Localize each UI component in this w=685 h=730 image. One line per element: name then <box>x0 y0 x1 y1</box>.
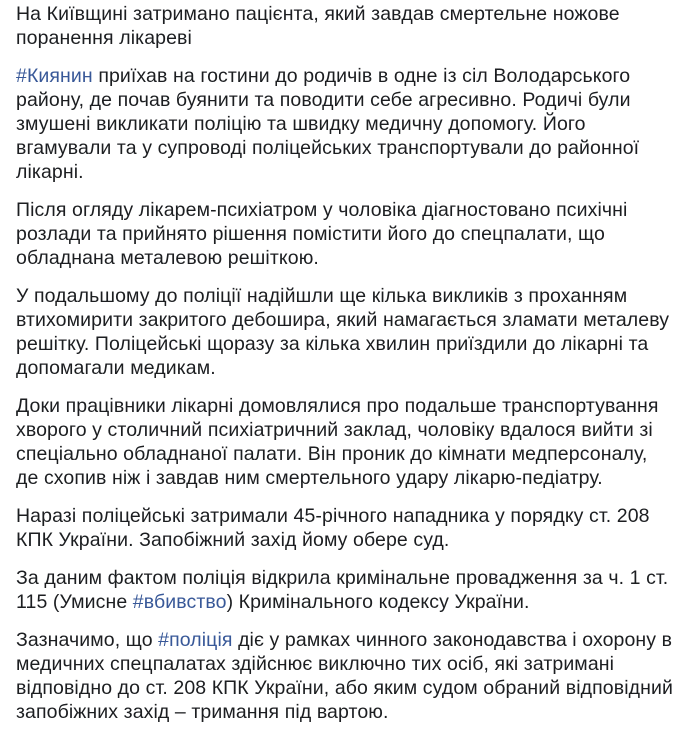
hashtag-link-politsiia[interactable]: #поліція <box>158 629 233 651</box>
text-segment: приїхав на гостини до родичів в одне із сіл Володарського району, де почав буянити та поводити себе агресивно. Родичі були змушені викликати поліцію та швидку медичну допомогу. Його вгамували та у супроводі поліцейських транспортували до районної лікарні. <box>16 65 640 183</box>
post-headline <box>16 2 675 50</box>
text-segment: ) Кримінального кодексу України. <box>226 591 530 613</box>
post-paragraph-5 <box>16 504 675 552</box>
text-segment: Після огляду лікарем-психіатром у чоловіка діагностовано психічні розлади та прийнято рішення помістити його до спецпалати, що обладнана металевою решіткою. <box>16 199 628 269</box>
post-paragraph-1 <box>16 64 675 184</box>
hashtag-link-vbyvstvo[interactable]: #вбивство <box>132 591 227 613</box>
text-segment: Зазначимо, що <box>16 629 159 651</box>
text-segment: За даним фактом поліція відкрила кримінальне провадження за ч. 1 ст. 115 (Умисне <box>16 567 669 613</box>
text-segment: У подальшому до поліції надійшли ще кілька викликів з проханням втихомирити закритого дебошира, який намагається зламати металеву решітку. Поліцейські щоразу за кілька хвилин приїздили до лікарні та допомагали медикам. <box>16 285 670 379</box>
post-paragraph-7 <box>16 628 675 724</box>
text-segment: На Київщині затримано пацієнта, який завдав смертельне ножове поранення лікареві <box>16 3 620 49</box>
text-segment: діє у рамках чинного законодавства і охорону в медичних спецпалатах здійснює виключно тих осіб, які затримані відповідно до ст. 208 КПК України, або яким судом обраний відповідний запобіжних захід – тримання під вартою. <box>16 629 673 723</box>
post-paragraph-6 <box>16 566 675 614</box>
text-segment: Доки працівники лікарні домовлялися про подальше транспортування хворого у столичний психіатричний заклад, чоловіку вдалося вийти зі спеціально обладнаної палати. Він проник до кімнати медперсоналу, де схопив ніж і завдав ним смертельного удару лікарю-педіатру. <box>16 395 659 489</box>
post-paragraph-3 <box>16 284 675 380</box>
hashtag-link-kyianyn[interactable]: #Киянин <box>16 65 93 87</box>
post-paragraph-4 <box>16 394 675 490</box>
text-segment: Наразі поліцейські затримали 45-річного нападника у порядку ст. 208 КПК України. Запобіжний захід йому обере суд. <box>16 505 650 551</box>
post-paragraph-2 <box>16 198 675 270</box>
